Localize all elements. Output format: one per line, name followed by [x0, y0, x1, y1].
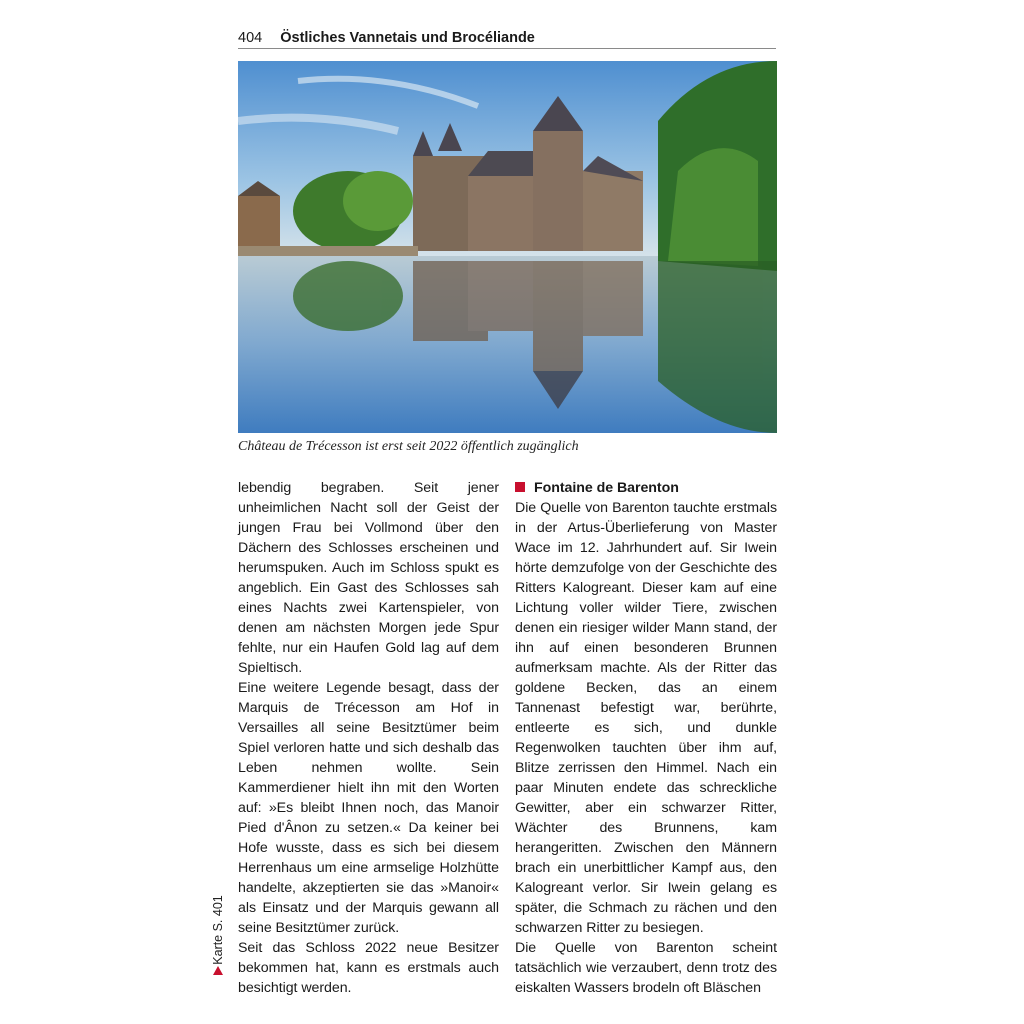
running-header: [238, 28, 776, 49]
triangle-icon: [213, 966, 223, 975]
section-heading: [515, 478, 777, 498]
page-number: 404: [238, 30, 263, 46]
figure-caption: Château de Trécesson ist erst seit 2022 öffentlich zugänglich: [238, 439, 579, 454]
chapter-title: Östliches Vannetais und Brocéliande: [280, 30, 535, 46]
map-reference-text: Karte S. 401: [211, 895, 225, 965]
paragraph: lebendig begraben. Seit jener unheimlichen Nacht soll der Geist der jungen Frau bei Vollmond über den Dächern des Schlosses erscheinen und herumspuken. Auch im Schloss spukt es angeblich. Ein Gast des Schlosses sah eines Nachts zwei Kartenspieler, von denen am nächsten Morgen jede Spur fehlte, nur ein Haufen Gold lag auf dem Spieltisch.: [238, 480, 499, 676]
paragraph: Die Quelle von Barenton scheint tatsächlich wie verzaubert, denn trotz des eiskalten Wassers brodeln oft Bläschen: [515, 940, 777, 996]
paragraph: Seit das Schloss 2022 neue Besitzer bekommen hat, kann es erstmals auch besichtigt werden.: [238, 940, 499, 996]
map-reference: [206, 884, 230, 976]
paragraph: Eine weitere Legende besagt, dass der Marquis de Trécesson am Hof in Versailles all seine Besitztümer beim Spiel verloren hatte und sich deshalb das Leben nehmen wollte. Sein Kammerdiener hielt ihn mit den Worten auf: »Es bleibt Ihnen noch, das Manoir Pied d'Ânon zu setzen.« Da keiner bei Hofe wusste, dass es sich bei diesem Herrenhaus um eine armselige Holzhütte handelte, akzeptierten sie das »Manoir« als Einsatz und der Marquis gewann all seine Besitztümer zurück.: [238, 680, 499, 936]
red-square-icon: [515, 482, 525, 492]
left-column: [238, 478, 499, 998]
paragraph: Die Quelle von Barenton tauchte erstmals in der Artus-Überlieferung von Master Wace im 12. Jahrhundert auf. Sir Iwein hörte demzufolge von der Geschichte des Ritters Kalogreant. Dieser kam auf eine Lichtung voller wilder Tiere, zwischen denen ein riesiger wilder Mann stand, der ihn auf einen besonderen Brunnen aufmerksam machte. Als der Ritter das goldene Becken, das an einem Tannenast befestigt war, berührte, entleerte es sich, und dunkle Regenwolken tauchten über ihm auf, Blitze zerrissen den Himmel. Nach ein paar Minuten endete das schreckliche Gewitter, aber ein schwarzer Ritter, Wächter des Brunnens, kam herangeritten. Zwischen den Männern brach ein unerbittlicher Kampf aus, den Kalogreant verlor. Sir Iwein gelang es später, die Schmach zu rächen und den schwarzen Ritter zu besiegen.: [515, 500, 777, 936]
right-column: [515, 478, 777, 998]
section-heading-text: Fontaine de Barenton: [534, 480, 679, 496]
chateau-photo: [238, 61, 777, 433]
